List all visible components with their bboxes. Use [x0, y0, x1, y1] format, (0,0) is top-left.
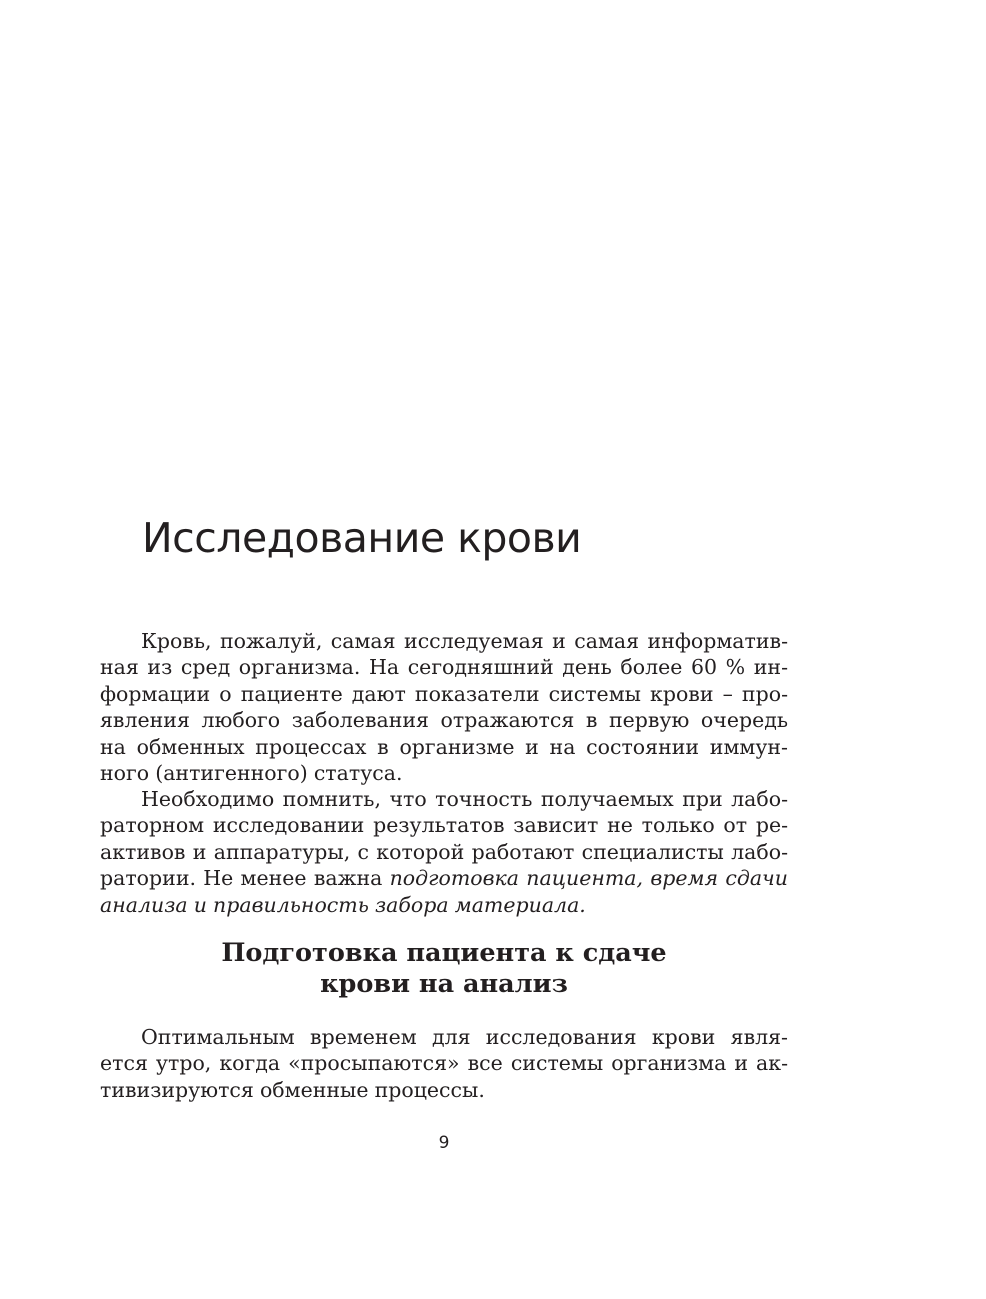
paragraph-accuracy	[100, 786, 788, 918]
paragraph-line: ного (антигенного) статуса.	[100, 760, 403, 785]
paragraph-timing	[100, 1024, 788, 1103]
paragraph-line: Кровь, пожалуй, самая исследуемая и самая информатив-	[141, 629, 788, 653]
paragraph-line: активов и аппаратуры, с которой работают специалисты лабо-	[100, 839, 788, 864]
section-title-line: крови на анализ	[320, 969, 568, 999]
paragraph-intro	[100, 628, 788, 786]
italic-emphasis: подготовка пациента, время сдачи	[389, 866, 788, 891]
chapter-title: Исследование крови	[142, 514, 582, 562]
italic-emphasis: анализа и правильность забора материала.	[100, 892, 586, 917]
section-title	[100, 938, 788, 1000]
paragraph-line: раторном исследовании результатов зависит не только от ре-	[100, 813, 788, 838]
paragraph-line: формации о пациенте дают показатели системы крови – про-	[100, 681, 788, 706]
page-number: 9	[438, 1133, 450, 1153]
section-title-line: Подготовка пациента к сдаче	[221, 938, 667, 968]
paragraph-line: Оптимальным временем для исследования крови явля-	[141, 1025, 788, 1049]
paragraph-line: на обменных процессах в организме и на состоянии иммун-	[100, 734, 788, 759]
paragraph-line: Необходимо помнить, что точность получаемых при лабо-	[141, 787, 788, 811]
paragraph-line: тивизируются обменные процессы.	[100, 1077, 485, 1102]
paragraph-line: ется утро, когда «просыпаются» все системы организма и ак-	[100, 1051, 788, 1076]
paragraph-line	[100, 865, 788, 891]
plain-text: ратории. Не менее важна	[100, 866, 390, 891]
paragraph-line: явления любого заболевания отражаются в первую очередь	[100, 708, 788, 733]
paragraph-line: ная из сред организма. На сегодняшний день более 60 % ин-	[100, 655, 788, 680]
